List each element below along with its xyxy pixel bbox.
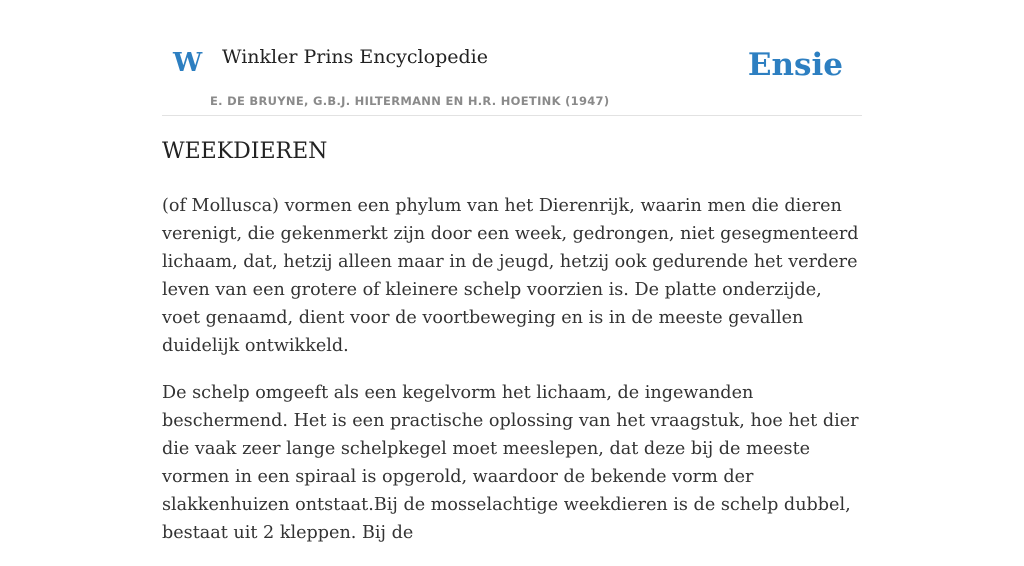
encyclopedia-title[interactable]: Winkler Prins Encyclopedie <box>222 46 488 68</box>
header <box>162 0 862 116</box>
article-title: WEEKDIEREN <box>162 139 328 164</box>
article-paragraph: (of Mollusca) vormen een phylum van het Dierenrijk, waarin men die dieren verenigt, die gekenmerkt zijn door een week, gedrongen, niet gesegmenteerd lichaam, dat, hetzij alleen maar in de jeugd, hetzij ook gedurende het verdere leven van een grotere of kleinere schelp voorzien is. De platte onderzijde, voet genaamd, dient voor de voortbeweging en is in de meeste gevallen duidelijk ontwikkeld. <box>162 196 859 356</box>
ensie-brand-link[interactable]: Ensie <box>747 47 843 83</box>
article-body <box>162 192 862 566</box>
content-container <box>162 0 862 543</box>
authors-credit: E. DE BRUYNE, G.B.J. HILTERMANN EN H.R. HOETINK (1947) <box>210 94 610 108</box>
article-paragraph: De schelp omgeeft als een kegelvorm het lichaam, de ingewanden beschermend. Het is een practische oplossing van het vraagstuk, hoe het dier die vaak zeer lange schelpkegel moet meeslepen, dat deze bij de meeste vormen in een spiraal is opgerold, waardoor de bekende vorm der slakkenhuizen ontstaat.Bij de mosselachtige weekdieren is de schelp dubbel, bestaat uit 2 kleppen. Bij de <box>162 383 859 543</box>
encyclopedia-logo[interactable]: W <box>173 48 203 78</box>
